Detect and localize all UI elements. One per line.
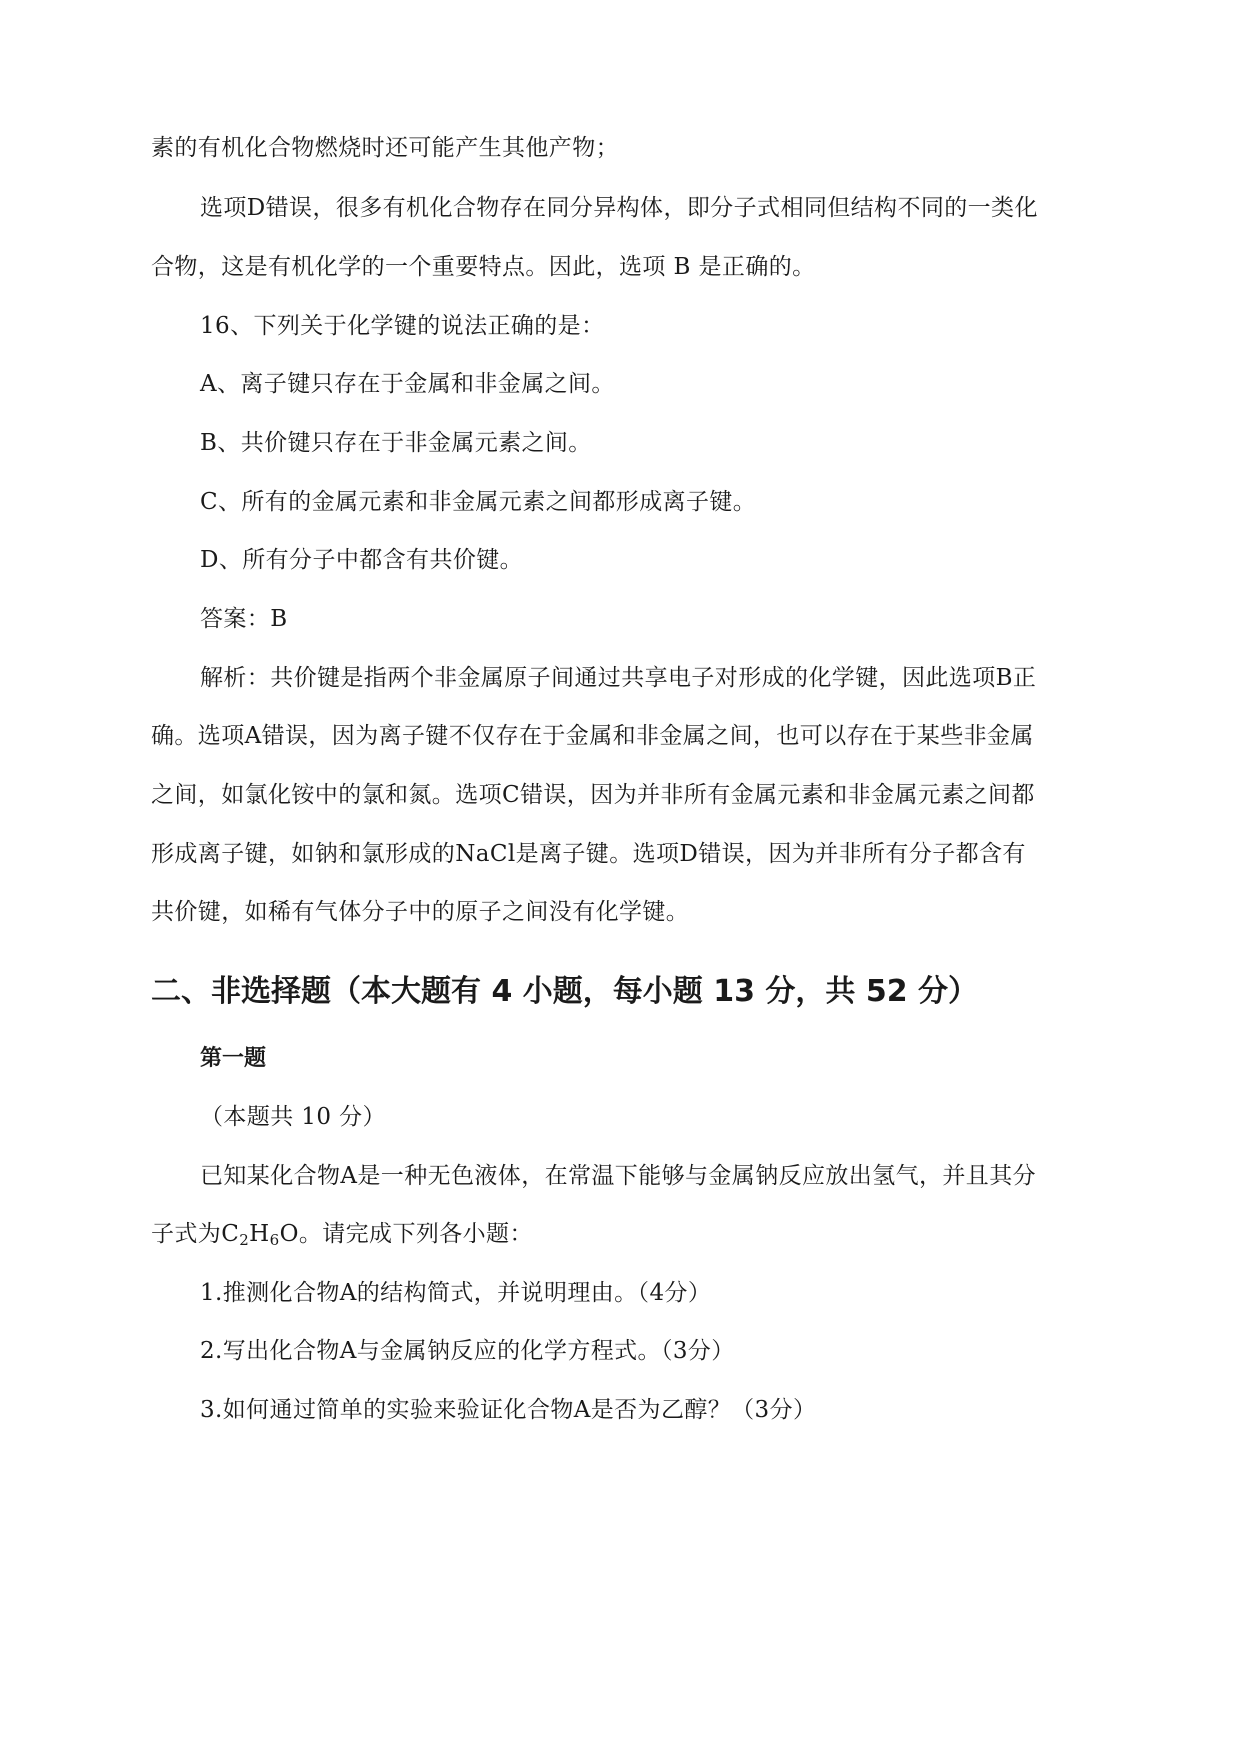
paragraph-line: 合物，这是有机化学的一个重要特点。因此，选项 B 是正确的。 xyxy=(151,254,816,280)
analysis-line: 形成离子键，如钠和氯形成的NaCl是离子键。选项D错误，因为并非所有分子都含有 xyxy=(151,841,1026,867)
paragraph-line: 素的有机化合物燃烧时还可能产生其他产物； xyxy=(151,135,619,161)
score-note: （本题共 10 分） xyxy=(200,1104,386,1130)
formula-prefix: 子式为 xyxy=(151,1221,222,1247)
paragraph-line: 选项D错误，很多有机化合物存在同分异构体，即分子式相同但结构不同的一类化 xyxy=(200,195,1038,221)
formula-c: C xyxy=(221,1221,240,1247)
formula-h: H xyxy=(249,1221,270,1247)
formula-h-sub: 6 xyxy=(269,1231,280,1249)
analysis-line: 共价键，如稀有气体分子中的原子之间没有化学键。 xyxy=(151,899,690,925)
subquestion-1: 1.推测化合物A的结构简式，并说明理由。（4分） xyxy=(200,1280,712,1306)
question-title: 第一题 xyxy=(200,1046,267,1071)
subquestion-2: 2.写出化合物A与金属钠反应的化学方程式。（3分） xyxy=(200,1338,735,1364)
answer-line: 答案：B xyxy=(200,606,288,632)
analysis-line: 之间，如氯化铵中的氯和氮。选项C错误，因为并非所有金属元素和非金属元素之间都 xyxy=(151,782,1035,808)
option-b: B、共价键只存在于非金属元素之间。 xyxy=(200,430,592,456)
subquestion-3: 3.如何通过简单的实验来验证化合物A是否为乙醇？（3分） xyxy=(200,1397,817,1423)
analysis-line: 确。选项A错误，因为离子键不仅存在于金属和非金属之间，也可以存在于某些非金属 xyxy=(151,723,1034,749)
formula-o: O xyxy=(279,1221,299,1247)
question-16: 16、下列关于化学键的说法正确的是： xyxy=(200,313,605,339)
option-c: C、所有的金属元素和非金属元素之间都形成离子键。 xyxy=(200,489,757,515)
question-stem-line xyxy=(151,1219,533,1249)
question-stem-line: 已知某化合物A是一种无色液体，在常温下能够与金属钠反应放出氢气，并且其分 xyxy=(200,1163,1037,1189)
option-d: D、所有分子中都含有共价键。 xyxy=(200,547,524,573)
formula-c-sub: 2 xyxy=(239,1231,250,1249)
formula-suffix: 。请完成下列各小题： xyxy=(298,1221,533,1247)
section-heading: 二、非选择题（本大题有 4 小题，每小题 13 分，共 52 分） xyxy=(151,974,979,1009)
option-a: A、离子键只存在于金属和非金属之间。 xyxy=(200,371,615,397)
analysis-line: 解析：共价键是指两个非金属原子间通过共享电子对形成的化学键，因此选项B正 xyxy=(200,665,1037,691)
